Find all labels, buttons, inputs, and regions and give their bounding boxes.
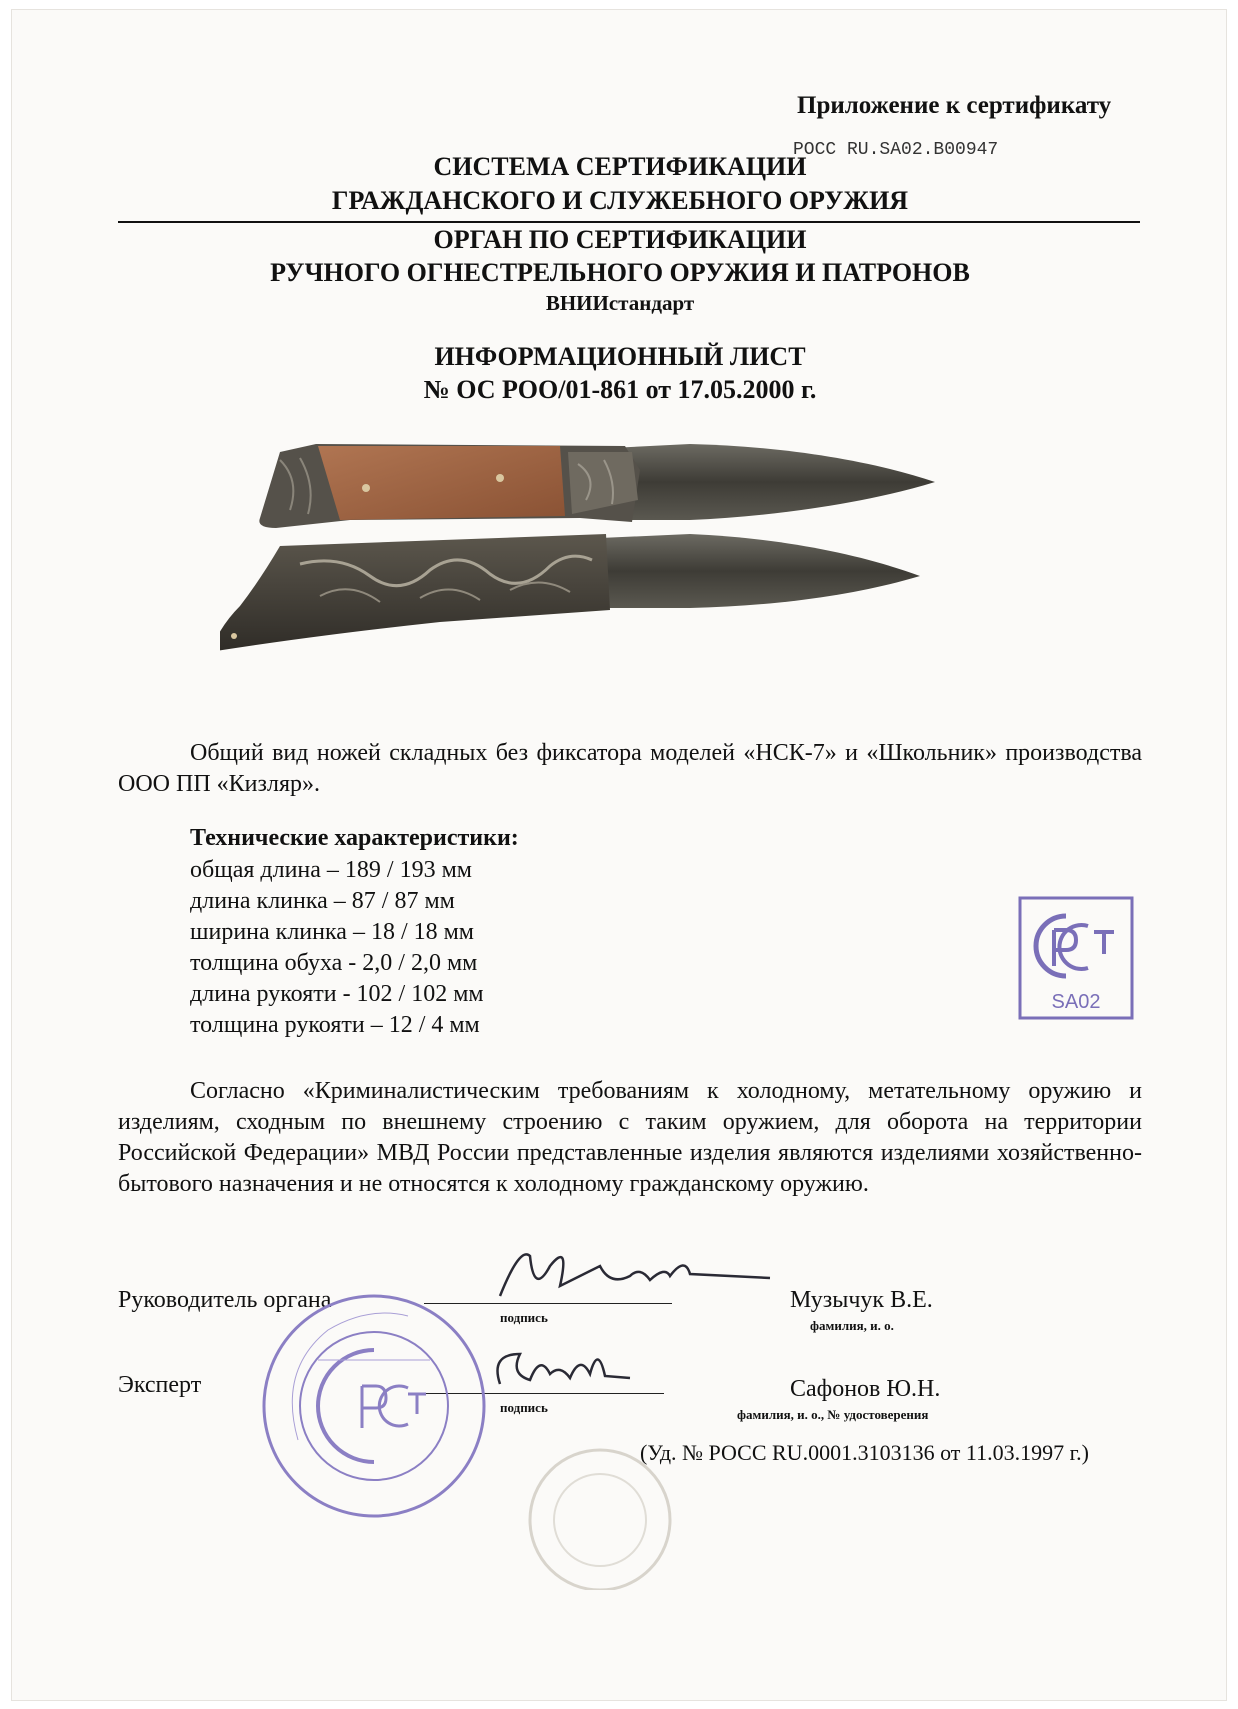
- system-title-line-2: ГРАЖДАНСКОГО И СЛУЖЕБНОГО ОРУЖИЯ: [331, 186, 909, 215]
- head-name: Музычук В.Е.: [790, 1287, 933, 1313]
- conformity-paragraph: [118, 1076, 1142, 1200]
- expert-signature-caption: подпись: [500, 1400, 548, 1415]
- conformity-text: Согласно «Криминалистическим требованиям к холодному, метательному оружию и изделиям, сходным по внешнему строению с таким оружием, для оборота на территории Российской Федерации» МВД России представленные изделия являются изделиями хозяйственно-бытового назначения и не относятся к холодному гражданскому оружию.: [118, 1078, 1142, 1197]
- general-view-paragraph: [118, 738, 1142, 800]
- spec-item: длина клинка – 87 / 87 мм: [190, 888, 455, 914]
- knife-nsk7: [259, 444, 935, 528]
- rst-mark-stamp: [1018, 896, 1134, 1020]
- head-name-caption: фамилия, и. о.: [810, 1318, 894, 1333]
- header-divider: [118, 221, 1140, 223]
- general-view-text: Общий вид ножей складных без фиксатора моделей «НСК-7» и «Школьник» производства ООО ПП «Кизляр».: [118, 740, 1142, 797]
- spec-item: толщина рукояти – 12 / 4 мм: [190, 1012, 480, 1038]
- system-title-line-1: СИСТЕМА СЕРТИФИКАЦИИ: [433, 152, 807, 181]
- stamp-code: SA02: [1051, 991, 1101, 1013]
- expert-name: Сафонов Ю.Н.: [790, 1376, 941, 1402]
- organ-title-line-1: ОРГАН ПО СЕРТИФИКАЦИИ: [433, 225, 807, 254]
- spec-item: длина рукояти - 102 / 102 мм: [190, 981, 484, 1007]
- knives-photo: [220, 430, 1040, 700]
- expert-name-caption: фамилия, и. о., № удостоверения: [737, 1407, 929, 1422]
- faint-stamp: [510, 1440, 690, 1590]
- specs-heading: Технические характеристики:: [190, 825, 519, 851]
- spec-item: общая длина – 189 / 193 мм: [190, 857, 472, 883]
- spec-item: ширина клинка – 18 / 18 мм: [190, 919, 474, 945]
- expert-certificate: (Уд. № РОСС RU.0001.3103136 от 11.03.1997 г.): [640, 1440, 1089, 1465]
- knife-shkolnik: [220, 534, 920, 652]
- organ-round-seal: [258, 1290, 490, 1522]
- head-of-organ-label: Руководитель органа: [118, 1287, 332, 1313]
- expert-handwritten-signature: [480, 1334, 640, 1404]
- expert-label: Эксперт: [118, 1372, 202, 1398]
- organ-name: ВНИИстандарт: [545, 291, 695, 315]
- info-sheet-title: ИНФОРМАЦИОННЫЙ ЛИСТ: [434, 342, 806, 371]
- info-sheet-number: № ОС РОО/01-861 от 17.05.2000 г.: [423, 375, 817, 404]
- spec-item: толщина обуха - 2,0 / 2,0 мм: [190, 950, 478, 976]
- head-signature-caption: подпись: [500, 1310, 548, 1325]
- head-handwritten-signature: [490, 1236, 780, 1316]
- certificate-number: РОСС RU.SA02.B00947: [793, 140, 999, 160]
- organ-title-line-2: РУЧНОГО ОГНЕСТРЕЛЬНОГО ОРУЖИЯ И ПАТРОНОВ: [270, 258, 970, 287]
- appendix-title: Приложение к сертификату: [797, 92, 1112, 119]
